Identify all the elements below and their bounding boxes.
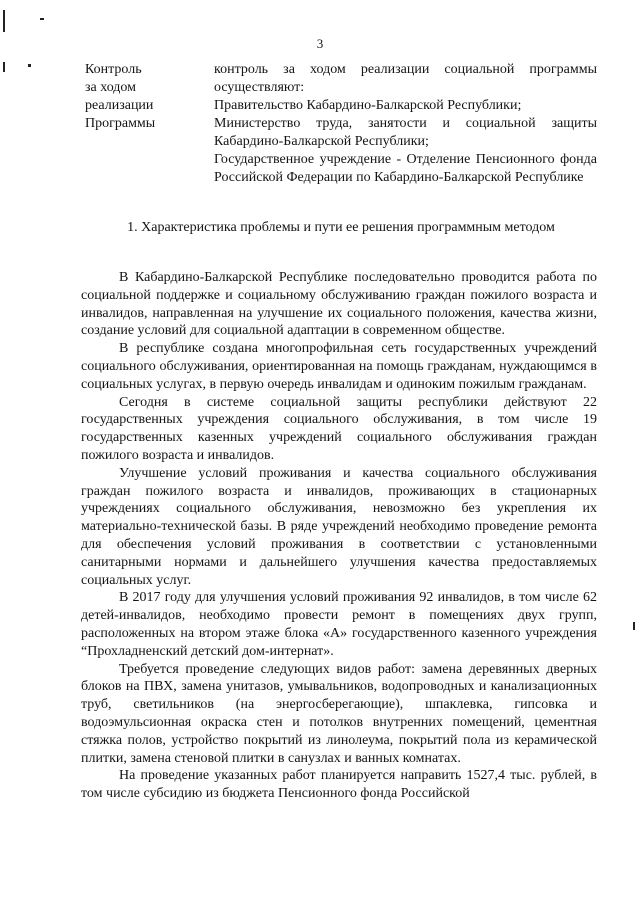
scan-mark — [633, 622, 635, 630]
control-label-line: реализации — [85, 98, 154, 113]
control-value-line: Государственное учреждение - Отделение Пенсионного фонда Российской Федерации по Кабардино-Балкарской Республике — [214, 152, 597, 185]
scan-mark — [3, 10, 5, 32]
paragraph: Требуется проведение следующих видов работ: замена деревянных дверных блоков на ПВХ, замена унитазов, умывальников, водопроводных и канализационных труб, светильников (на энергосберегающие), шпаклевка, гипсовка и водоэмульсионная окраска стен и потолков внутренних помещений, цементная стяжка полов, устройство покрытий из линолеума, покрытий пола из керамической плитки, замена стеновой плитки в санузлах и ванных комнатах. — [81, 661, 597, 766]
paragraph: На проведение указанных работ планируется направить 1527,4 тыс. рублей, в том числе субсидию из бюджета Пенсионного фонда Российской — [81, 768, 597, 802]
control-row — [85, 61, 597, 187]
control-label-line: за ходом — [85, 80, 137, 95]
paragraph: В республике создана многопрофильная сеть государственных учреждений социального обслуживания, ориентированная на помощь гражданам, нуждающимся в социальных услугах, в первую очередь инвалидам и одиноким пожилым гражданам. — [81, 341, 597, 392]
control-value-line: Правительство Кабардино-Балкарской Республики; — [214, 98, 522, 113]
scan-mark — [40, 18, 44, 20]
control-value — [214, 61, 597, 187]
scan-mark — [28, 64, 31, 67]
section-title: 1. Характеристика проблемы и пути ее решения программным методом — [127, 220, 555, 235]
page-number: 3 — [316, 36, 324, 51]
scan-mark — [3, 62, 5, 72]
control-label-line: Контроль — [85, 62, 142, 77]
program-control-section — [85, 61, 597, 187]
body-text — [81, 269, 597, 803]
paragraph: Сегодня в системе социальной защиты республики действуют 22 государственных учреждения социального обслуживания, в том числе 19 государственных казенных учреждений социального обслуживания граждан пожилого возраста и инвалидов. — [81, 394, 597, 463]
control-label-line: Программы — [85, 116, 156, 131]
control-value-line: Министерство труда, занятости и социальной защиты Кабардино-Балкарской Республики; — [214, 116, 597, 149]
control-value-line: контроль за ходом реализации социальной программы осуществляют: — [214, 62, 597, 95]
control-label — [85, 61, 214, 187]
paragraph: В 2017 году для улучшения условий проживания 92 инвалидов, в том числе 62 детей-инвалидов, необходимо провести ремонт в помещениях двух групп, расположенных на втором этаже блока «А» государственного казенного учреждения “Прохладненский детский дом-интернат». — [81, 590, 597, 659]
paragraph: В Кабардино-Балкарской Республике последовательно проводится работа по социальной поддержке и социальному обслуживанию граждан пожилого возраста и инвалидов, направленная на улучшение их социального положения, качества жизни, создание условий для социальной адаптации в современном обществе. — [81, 270, 597, 339]
paragraph: Улучшение условий проживания и качества социального обслуживания граждан пожилого возраста и инвалидов, проживающих в стационарных учреждениях социального обслуживания, невозможно без укрепления их материально-технической базы. В ряде учреждений необходимо проведение ремонта для обеспечения условий проживания в соответствии с установленными санитарными нормами и дальнейшего улучшения качества предоставляемых социальных услуг. — [81, 465, 597, 588]
